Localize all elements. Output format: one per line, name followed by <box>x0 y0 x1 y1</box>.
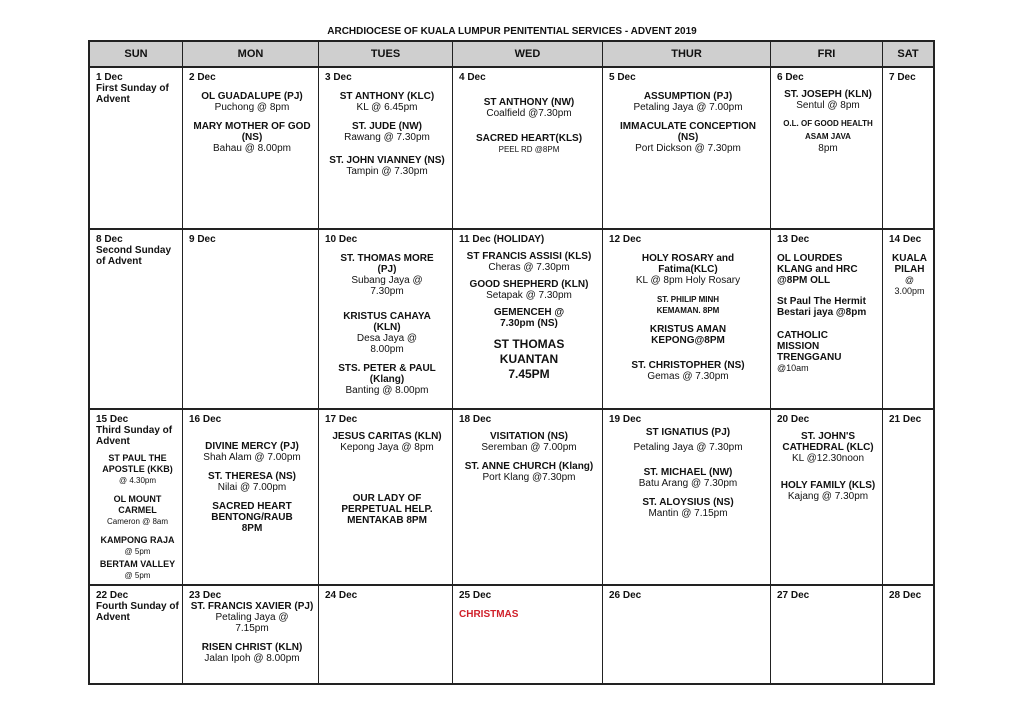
event-detail: Nilai @ 7.00pm <box>217 482 287 493</box>
event <box>459 251 599 273</box>
date-label: 21 Dec <box>889 414 922 425</box>
event-detail: Puchong @ 8pm <box>214 102 290 113</box>
event-detail: Setapak @ 7.30pm <box>486 290 572 301</box>
event <box>609 360 767 382</box>
event-detail: KL @12.30noon <box>791 453 865 464</box>
cell-19-dec <box>603 410 771 586</box>
header-sat: SAT <box>883 42 933 68</box>
date-label: 6 Dec <box>777 72 804 83</box>
cell-10-dec <box>319 230 453 410</box>
date-label: 9 Dec <box>189 234 216 245</box>
event-name: ST ANTHONY (NW) <box>483 97 575 108</box>
event-name: ST. JOHN VIANNEY (NS) <box>329 155 445 166</box>
header-mon: MON <box>183 42 319 68</box>
cell-9-dec <box>183 230 319 410</box>
event-name: OL LOURDES KLANG and HRC @8PM OLL <box>777 253 858 286</box>
event <box>777 89 879 111</box>
event-name: KAMPONG RAJA <box>100 535 175 545</box>
event <box>325 493 449 526</box>
event-name: OUR LADY OF PERPETUAL HELP. MENTAKAB 8PM <box>341 493 433 526</box>
sunday-note: Third Sunday of Advent <box>96 425 173 447</box>
date-label: 7 Dec <box>889 72 916 83</box>
event-name: HOLY FAMILY (KLS) <box>780 480 876 491</box>
event <box>325 121 449 143</box>
event-detail: Tampin @ 7.30pm <box>346 166 428 177</box>
event <box>777 480 879 502</box>
event-name: ST. PHILIP MINH KEMAMAN. 8PM <box>656 295 720 315</box>
cell-25-dec <box>453 586 603 683</box>
event <box>325 253 449 297</box>
header-thur: THUR <box>603 42 771 68</box>
event <box>777 330 879 374</box>
date-label: 1 Dec <box>96 72 123 83</box>
cell-6-dec <box>771 68 883 230</box>
event-name: ST. FRANCIS XAVIER (PJ) <box>190 601 314 612</box>
event <box>96 453 179 486</box>
event-detail: Kajang @ 7.30pm <box>787 491 869 502</box>
event-name: SACRED HEART BENTONG/RAUB 8PM <box>211 501 293 534</box>
cell-21-dec <box>883 410 933 586</box>
page-title: ARCHDIOCESE OF KUALA LUMPUR PENITENTIAL SERVICES - ADVENT 2019 <box>327 26 697 37</box>
event-detail: Coalfield @7.30pm <box>486 108 572 119</box>
event <box>325 363 449 396</box>
event-detail: Seremban @ 7.00pm <box>481 442 577 453</box>
event-detail: 8pm <box>818 143 838 154</box>
event-name: KRISTUS AMAN KEPONG@8PM <box>649 324 727 346</box>
event <box>189 601 315 634</box>
cell-22-dec <box>90 586 183 683</box>
event-name: ST IGNATIUS (PJ) <box>645 427 731 438</box>
cell-23-dec <box>183 586 319 683</box>
event <box>777 253 879 286</box>
event-name: VISITATION (NS) <box>490 431 568 442</box>
cell-8-dec <box>90 230 183 410</box>
event <box>459 97 599 119</box>
event-name: ST FRANCIS ASSISI (KLS) <box>466 251 592 262</box>
event-detail: Subang Jaya @ 7.30pm <box>351 275 423 297</box>
event-detail: Petaling Jaya @ 7.30pm <box>633 442 743 453</box>
cell-2-dec <box>183 68 319 230</box>
event <box>777 431 879 464</box>
event <box>325 311 449 355</box>
event <box>609 427 767 453</box>
date-label: 13 Dec <box>777 234 810 245</box>
event-name: MARY MOTHER OF GOD (NS) <box>193 121 311 143</box>
event <box>609 294 767 316</box>
cell-12-dec <box>603 230 771 410</box>
event-detail: Port Klang @7.30pm <box>482 472 576 483</box>
event-detail: Banting @ 8.00pm <box>345 385 429 396</box>
event-name: STS. PETER & PAUL (Klang) <box>338 363 436 385</box>
event <box>459 307 599 329</box>
event <box>609 253 767 286</box>
event-detail: @ 3.00pm <box>894 275 925 296</box>
event <box>189 642 315 664</box>
date-label: 26 Dec <box>609 590 642 601</box>
cell-28-dec <box>883 586 933 683</box>
event <box>325 155 449 177</box>
event-detail: @ 5pm <box>124 571 151 580</box>
date-label: 2 Dec <box>189 72 216 83</box>
date-label: 28 Dec <box>889 590 922 601</box>
date-label: 18 Dec <box>459 414 492 425</box>
date-label: 3 Dec <box>325 72 352 83</box>
calendar-table <box>88 40 935 685</box>
cell-5-dec <box>603 68 771 230</box>
date-label: 16 Dec <box>189 414 222 425</box>
event-detail: Bahau @ 8.00pm <box>213 143 291 154</box>
header-wed: WED <box>453 42 603 68</box>
event <box>189 471 315 493</box>
event-name: ST ANTHONY (KLC) <box>339 91 435 102</box>
date-label: 4 Dec <box>459 72 486 83</box>
event <box>459 461 599 483</box>
cell-17-dec <box>319 410 453 586</box>
event-detail: Mantin @ 7.15pm <box>648 508 728 519</box>
event-name: ST. ALOYSIUS (NS) <box>642 497 734 508</box>
event <box>609 324 767 346</box>
date-label: 12 Dec <box>609 234 642 245</box>
event-name: GEMENCEH @ 7.30pm (NS) <box>493 307 565 329</box>
header-sun: SUN <box>90 42 183 68</box>
date-label: 10 Dec <box>325 234 358 245</box>
event <box>459 337 599 382</box>
event <box>609 91 767 113</box>
date-label: 15 Dec <box>96 414 129 425</box>
date-label: 17 Dec <box>325 414 358 425</box>
event-name: IMMACULATE CONCEPTION (NS) <box>620 121 756 143</box>
event-name: ST. ANNE CHURCH (Klang) <box>464 461 594 472</box>
event-name: ST PAUL THE APOSTLE (KKB) <box>102 453 173 474</box>
cell-7-dec <box>883 68 933 230</box>
event <box>609 121 767 154</box>
event-detail: Rawang @ 7.30pm <box>344 132 430 143</box>
event <box>189 121 315 154</box>
event-detail: Sentul @ 8pm <box>796 100 860 111</box>
event-detail: Desa Jaya @ 8.00pm <box>356 333 418 355</box>
event-name: GOOD SHEPHERD (KLN) <box>469 279 589 290</box>
cell-3-dec <box>319 68 453 230</box>
event-name: DIVINE MERCY (PJ) <box>205 441 299 452</box>
cell-11-dec <box>453 230 603 410</box>
cell-27-dec <box>771 586 883 683</box>
cell-18-dec <box>453 410 603 586</box>
event-detail: Petaling Jaya @ 7.00pm <box>633 102 743 113</box>
event-detail: Gemas @ 7.30pm <box>647 371 729 382</box>
date-label: 23 Dec <box>189 590 222 601</box>
date-label: 25 Dec <box>459 590 492 601</box>
event-name: CATHOLIC MISSION TRENGGANU <box>777 330 842 363</box>
date-label: 14 Dec <box>889 234 922 245</box>
date-label: 5 Dec <box>609 72 636 83</box>
event-name: ST THOMAS KUANTAN 7.45PM <box>493 337 565 381</box>
event-name: SACRED HEART(KLS) <box>475 133 583 144</box>
event-name: ST. THOMAS MORE (PJ) <box>340 253 434 275</box>
event <box>777 117 879 154</box>
event <box>96 494 179 527</box>
event-name: HOLY ROSARY and Fatima(KLC) <box>641 253 735 275</box>
event-detail: KL @ 6.45pm <box>356 102 418 113</box>
date-label: 22 Dec <box>96 590 129 601</box>
event-detail: @10am <box>777 363 809 373</box>
event-detail: Petaling Jaya @ 7.15pm <box>215 612 289 634</box>
event <box>889 253 930 297</box>
event <box>777 296 879 318</box>
christmas-label: CHRISTMAS <box>459 609 519 620</box>
event-name: KUALA PILAH <box>892 253 927 275</box>
cell-15-dec <box>90 410 183 586</box>
event-name: JESUS CARITAS (KLN) <box>332 431 442 442</box>
event <box>325 91 449 113</box>
event-detail: Port Dickson @ 7.30pm <box>635 143 741 154</box>
sunday-note: Second Sunday of Advent <box>96 245 172 267</box>
event <box>609 467 767 489</box>
event-name: BERTAM VALLEY <box>99 559 176 569</box>
event-detail: Jalan Ipoh @ 8.00pm <box>204 653 300 664</box>
event-detail: Shah Alam @ 7.00pm <box>203 452 301 463</box>
date-label: 24 Dec <box>325 590 358 601</box>
event-name: St Paul The Hermit Bestari jaya @8pm <box>777 296 867 318</box>
event-detail: @ 4.30pm <box>118 476 157 485</box>
event-name: ST. THERESA (NS) <box>208 471 296 482</box>
event <box>325 431 449 453</box>
event <box>189 441 315 463</box>
cell-1-dec <box>90 68 183 230</box>
event-detail: Cheras @ 7.30pm <box>488 262 570 273</box>
event-name: ST. JUDE (NW) <box>352 121 422 132</box>
cell-13-dec <box>771 230 883 410</box>
event <box>189 501 315 534</box>
cell-16-dec <box>183 410 319 586</box>
event-name: RISEN CHRIST (KLN) <box>201 642 303 653</box>
event-name: ST. JOHN'S CATHEDRAL (KLC) <box>782 431 874 453</box>
sunday-note: First Sunday of Advent <box>96 83 169 105</box>
date-label: 27 Dec <box>777 590 810 601</box>
event-name: OL MOUNT CARMEL <box>113 494 162 515</box>
event-detail: KL @ 8pm Holy Rosary <box>635 275 741 286</box>
header-fri: FRI <box>771 42 883 68</box>
cell-4-dec <box>453 68 603 230</box>
event-detail: Kepong Jaya @ 8pm <box>340 442 434 453</box>
event <box>189 91 315 113</box>
cell-26-dec <box>603 586 771 683</box>
cell-24-dec <box>319 586 453 683</box>
event-detail: @ 5pm <box>124 547 151 556</box>
event-name: O.L. OF GOOD HEALTH ASAM JAVA <box>783 119 873 141</box>
event-name: ST. CHRISTOPHER (NS) <box>631 360 745 371</box>
event <box>96 535 179 557</box>
event-name: KRISTUS CAHAYA (KLN) <box>343 311 431 333</box>
event <box>459 431 599 453</box>
event-detail: Cameron @ 8am <box>106 517 169 526</box>
date-label: 19 Dec <box>609 414 642 425</box>
cell-20-dec <box>771 410 883 586</box>
event <box>459 279 599 301</box>
event-detail: Batu Arang @ 7.30pm <box>638 478 738 489</box>
event-detail: PEEL RD @8PM <box>498 145 560 154</box>
sunday-note: Fourth Sunday of Advent <box>96 601 179 623</box>
date-label: 8 Dec <box>96 234 123 245</box>
event-name: OL GUADALUPE (PJ) <box>201 91 303 102</box>
event <box>609 497 767 519</box>
event <box>459 133 599 155</box>
event-name: ST. MICHAEL (NW) <box>643 467 733 478</box>
event-name: ST. JOSEPH (KLN) <box>784 89 872 100</box>
date-label: 11 Dec (HOLIDAY) <box>459 234 545 245</box>
cell-14-dec <box>883 230 933 410</box>
header-tues: TUES <box>319 42 453 68</box>
event <box>96 559 179 581</box>
date-label: 20 Dec <box>777 414 810 425</box>
event-name: ASSUMPTION (PJ) <box>643 91 733 102</box>
